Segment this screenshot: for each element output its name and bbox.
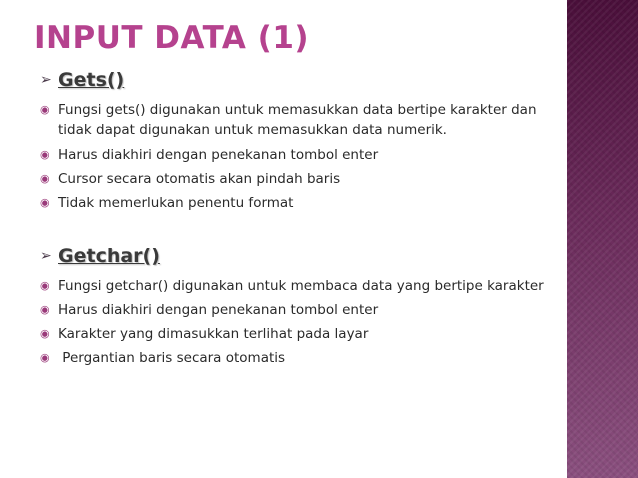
circle-dot-icon: ◉ xyxy=(40,279,50,292)
list-item-text: Karakter yang dimasukkan terlihat pada layar xyxy=(58,326,369,342)
circle-dot-icon: ◉ xyxy=(40,327,50,340)
slide-title: INPUT DATA (1) xyxy=(34,20,310,56)
list-item xyxy=(40,143,570,167)
list-item xyxy=(40,298,570,322)
circle-dot-icon: ◉ xyxy=(40,351,50,364)
section-heading-getchar xyxy=(40,243,160,269)
list-item-text: Pergantian baris secara otomatis xyxy=(58,350,286,366)
section-heading-text: Gets() xyxy=(58,69,125,91)
list-item xyxy=(40,274,570,298)
list-item xyxy=(40,98,570,140)
list-item-text: Harus diakhiri dengan penekanan tombol enter xyxy=(58,147,379,163)
section-heading-gets xyxy=(40,67,124,93)
list-item xyxy=(40,322,570,346)
arrow-bullet-icon: ➢ xyxy=(40,72,52,88)
circle-dot-icon: ◉ xyxy=(40,148,50,161)
decorative-side-band xyxy=(567,0,638,478)
circle-dot-icon: ◉ xyxy=(40,172,50,185)
circle-dot-icon: ◉ xyxy=(40,303,50,316)
list-item xyxy=(40,346,570,370)
list-item xyxy=(40,167,570,191)
section-heading-text: Getchar() xyxy=(58,245,160,267)
circle-dot-icon: ◉ xyxy=(40,196,50,209)
arrow-bullet-icon: ➢ xyxy=(40,248,52,264)
list-item-text: Fungsi getchar() digunakan untuk membaca data yang bertipe karakter xyxy=(58,278,544,294)
circle-dot-icon: ◉ xyxy=(40,103,50,116)
list-item-text: Harus diakhiri dengan penekanan tombol enter xyxy=(58,302,379,318)
list-item-text: Cursor secara otomatis akan pindah baris xyxy=(58,171,341,187)
list-item xyxy=(40,191,570,215)
list-item-text: Fungsi gets() digunakan untuk memasukkan data bertipe karakter dan tidak dapat digunakan untuk memasukkan data numerik. xyxy=(58,102,537,138)
list-item-text: Tidak memerlukan penentu format xyxy=(58,195,294,211)
